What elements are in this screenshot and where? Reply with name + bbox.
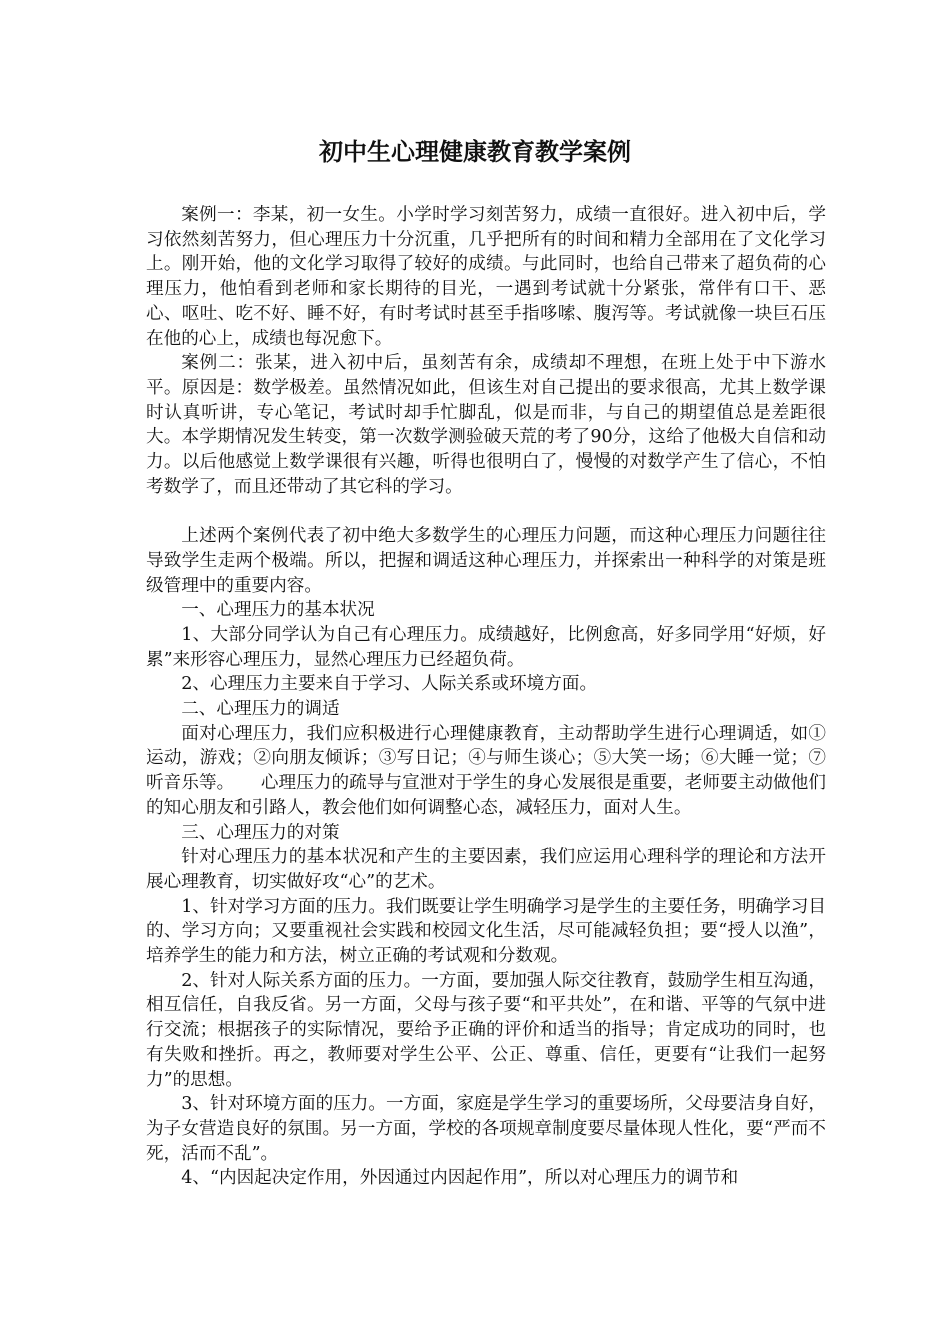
document-body	[146, 203, 826, 1191]
document-title: 初中生心理健康教育教学案例	[319, 138, 631, 166]
section-one-item-2: 2、心理压力主要来自于学习、人际关系或环境方面。	[181, 674, 598, 695]
section-three-heading: 三、心理压力的对策	[181, 822, 340, 843]
section-three-item-3: 3、针对环境方面的压力。一方面，家庭是学生学习的重要场所，父母要洁身自好，为子女营造良好的氛围。另一方面，学校的各项规章制度要尽量体现人性化，要“严而不死，活而不乱”。	[146, 1094, 826, 1164]
section-three-intro: 针对心理压力的基本状况和产生的主要因素，我们应运用心理科学的理论和方法开展心理教育，切实做好攻“心”的艺术。	[146, 847, 826, 892]
case-two-paragraph: 案例二：张某，进入初中后，虽刻苦有余，成绩却不理想，在班上处于中下游水平。原因是：数学极差。虽然情况如此，但该生对自己提出的要求很高，尤其上数学课时认真听讲，专心笔记，考试时却手忙脚乱，似是而非，与自己的期望值总是差距很大。本学期情况发生转变，第一次数学测验破天荒的考了90分，这给了他极大自信和动力。以后他感觉上数学课很有兴趣，听得也很明白了，慢慢的对数学产生了信心，不怕考数学了，而且还带动了其它科的学习。	[146, 353, 826, 497]
section-one-heading: 一、心理压力的基本状况	[181, 600, 375, 621]
paragraph-spacer	[146, 499, 826, 524]
section-two-paragraph: 面对心理压力，我们应积极进行心理健康教育，主动帮助学生进行心理调适，如①运动，游戏；②向朋友倾诉；③写日记；④与师生谈心；⑤大笑一场；⑥大睡一觉；⑦听音乐等。 心理压力的疏导与宣泄对于学生的身心发展很是重要，老师要主动做他们的知心朋友和引路人，教会他们如何调整心态，减轻压力，面对人生。	[146, 723, 826, 818]
section-two-heading: 二、心理压力的调适	[181, 699, 340, 720]
section-three-item-2: 2、针对人际关系方面的压力。一方面，要加强人际交往教育，鼓励学生相互沟通，相互信任，自我反省。另一方面，父母与孩子要“和平共处”，在和谐、平等的气氛中进行交流；根据孩子的实际情况，要给予正确的评价和适当的指导；肯定成功的同时，也有失败和挫折。再之，教师要对学生公平、公正、尊重、信任，更要有“让我们一起努力”的思想。	[146, 970, 826, 1090]
section-three-item-4: 4、“内因起决定作用，外因通过内因起作用”，所以对心理压力的调节和	[181, 1168, 739, 1189]
section-one-item-1: 1、大部分同学认为自己有心理压力。成绩越好，比例愈高，好多同学用“好烦，好累”来形容心理压力，显然心理压力已经超负荷。	[146, 624, 826, 670]
case-one-paragraph: 案例一：李某，初一女生。小学时学习刻苦努力，成绩一直很好。进入初中后，学习依然刻苦努力，但心理压力十分沉重，几乎把所有的时间和精力全部用在了文化学习上。刚开始，他的文化学习取得了较好的成绩。与此同时，也给自己带来了超负荷的心理压力，他怕看到老师和家长期待的目光，一遇到考试就十分紧张，常伴有口干、恶心、呕吐、吃不好、睡不好，有时考试时甚至手指哆嗦、腹泻等。考试就像一块巨石压在他的心上，成绩也每况愈下。	[146, 205, 826, 349]
section-three-item-1: 1、针对学习方面的压力。我们既要让学生明确学习是学生的主要任务，明确学习目的、学习方向；又要重视社会实践和校园文化生活，尽可能减轻负担；要“授人以渔”，培养学生的能力和方法，树立正确的考试观和分数观。	[146, 896, 826, 967]
intro-paragraph: 上述两个案例代表了初中绝大多数学生的心理压力问题，而这种心理压力问题往往导致学生走两个极端。所以，把握和调适这种心理压力，并探索出一种科学的对策是班级管理中的重要内容。	[146, 526, 826, 596]
